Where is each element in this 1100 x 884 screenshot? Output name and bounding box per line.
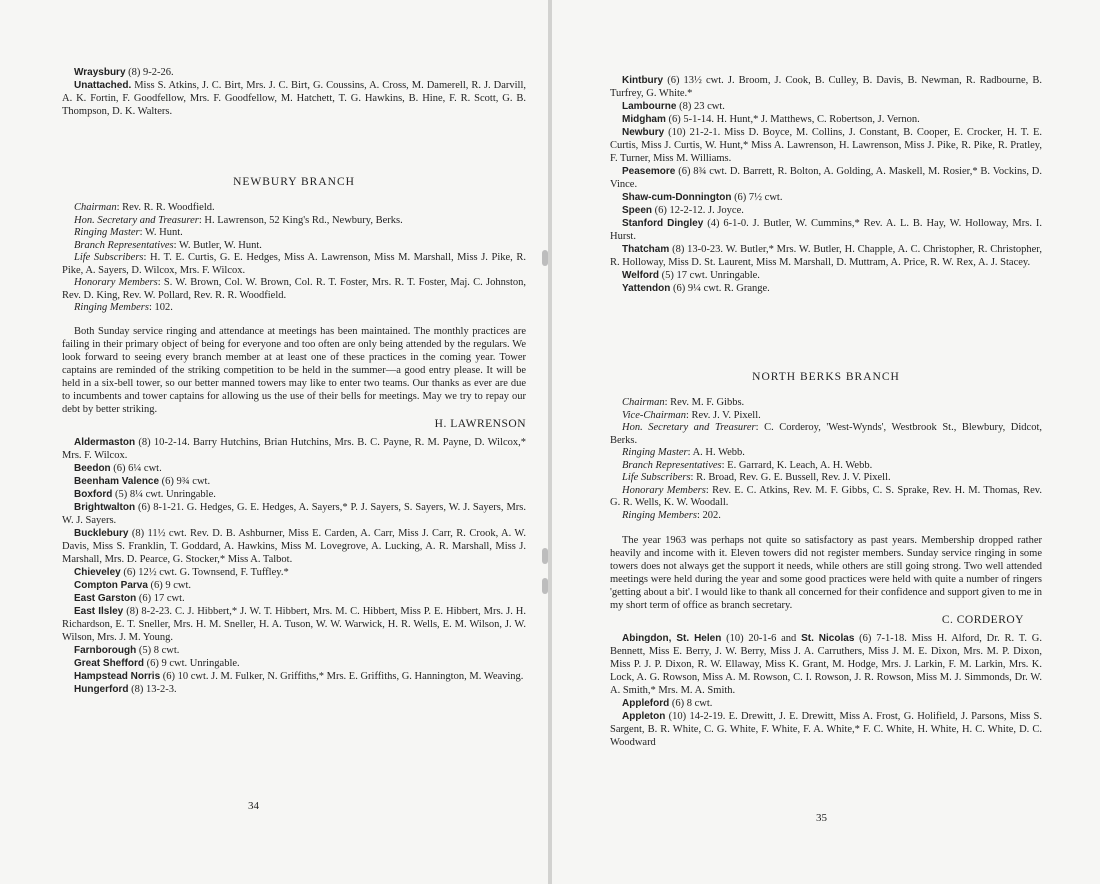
tower-name: Peasemore [622,166,676,177]
officer-value: : S. W. Brown, Col. W. Brown, Col. R. T. Foster, Mrs. R. T. Foster, Maj. C. Johnston, Rev. D. King, Rev. W. Pollard, Rev. R. R. Woodfield. [62,277,526,301]
tower-entry [62,683,526,696]
tower-name: Compton Parva [74,579,148,591]
officer-entry [62,277,526,302]
tower-list [610,632,1042,749]
tower-details: (6) 9¼ cwt. R. Grange. [670,283,770,294]
tower-entry [62,527,526,566]
officer-value: : 102. [148,302,173,313]
officer-entry [610,422,1042,447]
tower-entry [610,710,1042,749]
tower-details: (6) 9¾ cwt. [159,475,211,487]
tower-entry [62,592,526,605]
tower-details: (6) 8-1-21. G. Hedges, G. E. Hedges, A. Sayers,* P. J. Sayers, S. Sayers, W. J. Sayers, Mrs. W. J. Sayers. [62,501,526,526]
tower-name: Appleford [622,698,670,709]
officer-value: : C. Corderoy, 'West-Wynds', Westbrook St., Blewbury, Didcot, Berks. [610,422,1042,446]
report-signature: C. CORDEROY [941,614,1024,626]
tower-list [62,436,526,696]
tower-details: (6) 9 cwt. [147,579,192,591]
branch-report: Both Sunday service ringing and attendance at meetings has been maintained. The monthly practices are failing in their primary object of being for everyone and too often are only being attended by the regulars. We look forward to seeing every branch member at at least one of these practices in the coming year. Tower captains are reminded of the striking competition to be held in the summer—a good entry please. It will be held in a six-bell tower, so our better manned towers may like to enter two teams. Our thanks as ever are due to incumbents and tower captains for allowing us the use of their bells for meetings. May we try to repay our debt by better striking. [62,325,526,415]
unattached-entry [62,79,526,118]
binding-mark [542,250,548,266]
tower-details: (6) 8¾ cwt. D. Barrett, R. Bolton, A. Golding, A. Maskell, M. Rosier,* B. Vockins, D. Vince. [610,166,1042,190]
tower-name: Beedon [74,462,111,474]
tower-entry [610,165,1042,191]
tower-details: (6) 12½ cwt. G. Townsend, F. Tuffley.* [120,566,289,578]
tower-details: (10) 21-2-1. Miss D. Boyce, M. Collins, J. Constant, B. Cooper, E. Crocker, H. T. E. Curtis, Miss J. Curtis, W. Hunt,* Miss A. Lawrenson, H. Lawrenson, Miss J. Pike, R. Pike, R. Pratley, F. Turner, Miss M. Williams. [610,127,1042,164]
tower-details: (8) 8-2-23. C. J. Hibbert,* J. W. T. Hibbert, Mrs. M. C. Hibbert, Miss P. E. Hibbert, Mrs. J. H. Richardson, E. T. Sneller, Mrs. H. M. Sneller, H. A. Tuson, W. W. Warwick, H. R. Wells, E. M. Wilson, J. W. Wilson, Mrs. J. M. Young. [62,605,526,643]
officer-value: : Rev. M. F. Gibbs. [664,397,745,408]
tower-details: (4) 6-1-0. J. Butler, W. Cummins,* Rev. A. L. B. Hay, W. Holloway, Mrs. I. Hurst. [610,218,1042,242]
tower-name: Aldermaston [74,436,136,448]
officer-value: : 202. [696,509,721,521]
officer-value: : E. Garrard, K. Leach, A. H. Webb. [721,459,873,471]
tower-details: (5) 17 cwt. Unringable. [659,270,760,281]
tower-entry [62,657,526,670]
tower-details: (8) 9-2-26. [125,67,174,78]
right-page [552,0,1100,884]
tower-name: Kintbury [622,75,664,86]
tower-name: Hungerford [74,683,129,695]
tower-details: (6) 10 cwt. J. M. Fulker, N. Griffiths,* Mrs. E. Griffiths, G. Hannington, M. Weaving. [160,670,524,682]
tower-name: East Ilsley [74,605,124,617]
tower-name: East Garston [74,592,137,604]
tower-name: Farnborough [74,644,137,656]
tower-details: (8) 23 cwt. [676,101,725,112]
officer-label: Chairman [74,202,117,213]
tower-entry [610,191,1042,204]
tower-entry [610,113,1042,126]
tower-name: Midgham [622,114,666,125]
officer-value: : Rev. R. R. Woodfield. [116,202,215,213]
tower-details: (6) 7½ cwt. [731,192,783,203]
officer-entry [610,447,1042,460]
officer-entry [610,397,1042,410]
tower-entry [610,243,1042,269]
tower-name: Yattendon [622,283,671,294]
tower-entry [62,579,526,592]
officer-entry [62,202,526,215]
tower-name: Welford [622,270,660,281]
tower-details: Miss S. Atkins, J. C. Birt, Mrs. J. C. Birt, G. Coussins, A. Cross, M. Damerell, R. J. Darvill, A. K. Fortin, F. Goodfellow, Mrs. F. Goodfellow, M. Hatchett, T. G. Hawkins, B. Hine, F. R. Scott, G. B. Thompson, D. K. Walters. [62,80,526,117]
tower-entry [610,282,1042,295]
officer-label: Hon. Secretary and Treasurer [74,214,199,226]
wraysbury-entry [62,66,526,79]
tower-details: (5) 8¼ cwt. Unringable. [112,488,216,500]
tower-details: (6) 9 cwt. Unringable. [144,657,240,669]
tower-name: Shaw-cum-Donnington [622,192,732,203]
officer-label: Hon. Secretary and Treasurer [622,422,756,433]
officer-label: Ringing Members [74,302,149,313]
tower-entry [610,126,1042,165]
tower-details: (10) 14-2-19. E. Drewitt, J. E. Drewitt, Miss A. Frost, G. Holifield, J. Parsons, Miss S. Sargent, B. R. White, C. G. White, F. White, F. A. White,* F. C. White, H. White, H. C. White, D. C. Woodward [610,711,1042,748]
tower-entry [610,632,1042,697]
tower-entry [62,605,526,644]
tower-details: (6) 13½ cwt. J. Broom, J. Cook, B. Culley, B. Davis, B. Newman, R. Radbourne, B. Turfrey, G. White.* [610,75,1042,99]
left-page [0,0,548,884]
branch-heading: NEWBURY BRANCH [233,176,355,188]
tower-details: (8) 13-0-23. W. Butler,* Mrs. W. Butler, H. Chapple, A. C. Christopher, R. Christopher, R. Holloway, Miss D. St. Laurent, Miss M. Marshall, D. Muttram, A. Price, R. W. Rex, A. J. Stacey. [610,244,1042,268]
tower-entry [62,436,526,462]
officer-entry [62,240,526,253]
tower-name: Thatcham [622,244,670,255]
tower-entry [62,566,526,579]
officer-label: Honorary Members [74,277,158,288]
tower-details: (5) 8 cwt. [136,644,180,656]
officer-label: Honorary Members [622,484,706,496]
officer-entry [62,215,526,228]
tower-entry [610,74,1042,100]
officer-label: Ringing Members [622,509,697,521]
tower-name: Boxford [74,488,113,500]
tower-entry [62,462,526,475]
officer-label: Life Subscribers [74,252,144,263]
tower-entry [62,670,526,683]
tower-details: (8) 10-2-14. Barry Hutchins, Brian Hutchins, Mrs. B. C. Payne, R. M. Payne, D. Wilcox,* Mrs. F. Wilcox. [62,436,526,461]
tower-name: Bucklebury [74,527,129,539]
tower-entry [62,475,526,488]
officer-label: Life Subscribers [622,472,691,483]
officer-label: Chairman [622,397,665,408]
tower-entry [610,217,1042,243]
officer-label: Vice-Chairman [622,409,686,421]
tower-entry [610,204,1042,217]
officer-entry [62,227,526,240]
tower-entry [610,269,1042,282]
tower-name: Abingdon, St. Helen [622,633,722,644]
branch-report: The year 1963 was perhaps not quite so satisfactory as past years. Membership dropped rather heavily and income with it. Eleven towers did not register members. Sunday service ringing in some towers does not always get the support it needs, while others are still going strong. Two well attended meetings were held during the year and some good practices were held with quite a number of ringers 'getting about a bit'. I would like to thank all concerned for their confidence and support given to me in my short term of office as branch secretary. [610,535,1042,611]
officer-label: Ringing Master [622,447,688,458]
tower-name: Lambourne [622,101,677,112]
page-number-right: 35 [816,812,827,824]
officer-value: : H. T. E. Curtis, G. E. Hedges, Miss A. Lawrenson, Miss M. Marshall, Miss J. Pike, R. Pike, A. Sayers, D. Wilcox, Mrs. F. Wilcox. [62,252,526,276]
binding-mark [542,578,548,594]
tower-details: (8) 11½ cwt. Rev. D. B. Ashburner, Miss E. Carden, A. Carr, Miss J. Carr, R. Crook, A. W. Davis, Miss S. Franklin, T. Goddard, A. Hawkins, Miss M. Lovegrove, A. Lucking, A. R. Marshall, Miss J. Marshall, Mrs. D. Pearce, G. Stocker,* Miss A. Talbot. [62,527,526,565]
tower-name: Wraysbury [74,67,126,78]
tower-name: Brightwalton [74,501,136,513]
tower-entry [610,697,1042,710]
officers-list [62,202,526,315]
tower-details: (6) 7-1-18. Miss H. Alford, Dr. R. T. G. Bennett, Miss E. Berry, J. W. Berry, Miss J. A. Carruthers, Miss J. M. E. Dixon, Mrs. M. P. Dixon, Miss P. J. P. Dixon, R. W. Ellaway, Miss K. Grant, M. Hodge, Mrs. J. Larkin, F. M. Larkin, Mrs. K. Lock, A. G. Rowson, Miss A. M. Rowson, C. I. Rowson, J. R. Rowson, Miss M. J. Simmonds, Dr. W. A. Smith,* Mrs. M. A. Smith. [610,633,1042,696]
page-number-left: 34 [248,800,259,812]
tower-details: (6) 17 cwt. [136,592,185,604]
tower-details: (8) 13-2-3. [128,683,177,695]
tower-details: (6) 8 cwt. [669,698,713,709]
officer-entry [610,485,1042,510]
tower-details: (6) 5-1-14. H. Hunt,* J. Matthews, C. Robertson, J. Vernon. [665,114,920,125]
tower-name: Appleton [622,711,666,722]
tower-name: St. Nicolas [801,633,855,644]
officer-label: Branch Representatives [622,459,722,471]
tower-name: Stanford Dingley [622,218,704,229]
tower-name: Great Shefford [74,657,145,669]
tower-list [610,74,1042,295]
tower-name: Chieveley [74,566,121,578]
tower-name: Speen [622,205,653,216]
officer-value: : R. Broad, Rev. G. E. Bussell, Rev. J. V. Pixell. [690,472,891,483]
officers-list [610,397,1042,522]
officer-value: : Rev. J. V. Pixell. [685,409,761,421]
tower-name: Newbury [622,127,665,138]
tower-name: Hampstead Norris [74,670,161,682]
tower-details: (6) 12-2-12. J. Joyce. [652,205,744,216]
tower-name: Unattached. [74,80,132,91]
officer-entry [610,472,1042,485]
tower-details: (10) 20-1-6 and [721,633,802,644]
officer-entry [62,252,526,277]
officer-entry [610,510,1042,523]
tower-entry [610,100,1042,113]
tower-name: Beenham Valence [74,475,160,487]
tower-entry [62,488,526,501]
binding-mark [542,548,548,564]
report-signature: H. LAWRENSON [434,417,526,430]
branch-heading: NORTH BERKS BRANCH [752,371,900,383]
officer-label: Ringing Master [74,227,140,238]
officer-value: : Rev. E. C. Atkins, Rev. M. F. Gibbs, C. S. Sprake, Rev. H. M. Thomas, Rev. G. R. Wells, K. W. Woodall. [610,484,1042,508]
officer-value: : H. Lawrenson, 52 King's Rd., Newbury, Berks. [198,214,403,226]
officer-label: Branch Representatives [74,239,174,251]
tower-entry [62,644,526,657]
officer-entry [62,302,526,315]
officer-entry [610,460,1042,473]
tower-entry [62,501,526,527]
tower-details: (6) 6¼ cwt. [110,462,162,474]
officer-entry [610,410,1042,423]
officer-value: : W. Hunt. [139,227,183,238]
officer-value: : A. H. Webb. [687,447,745,458]
officer-value: : W. Butler, W. Hunt. [173,239,262,251]
